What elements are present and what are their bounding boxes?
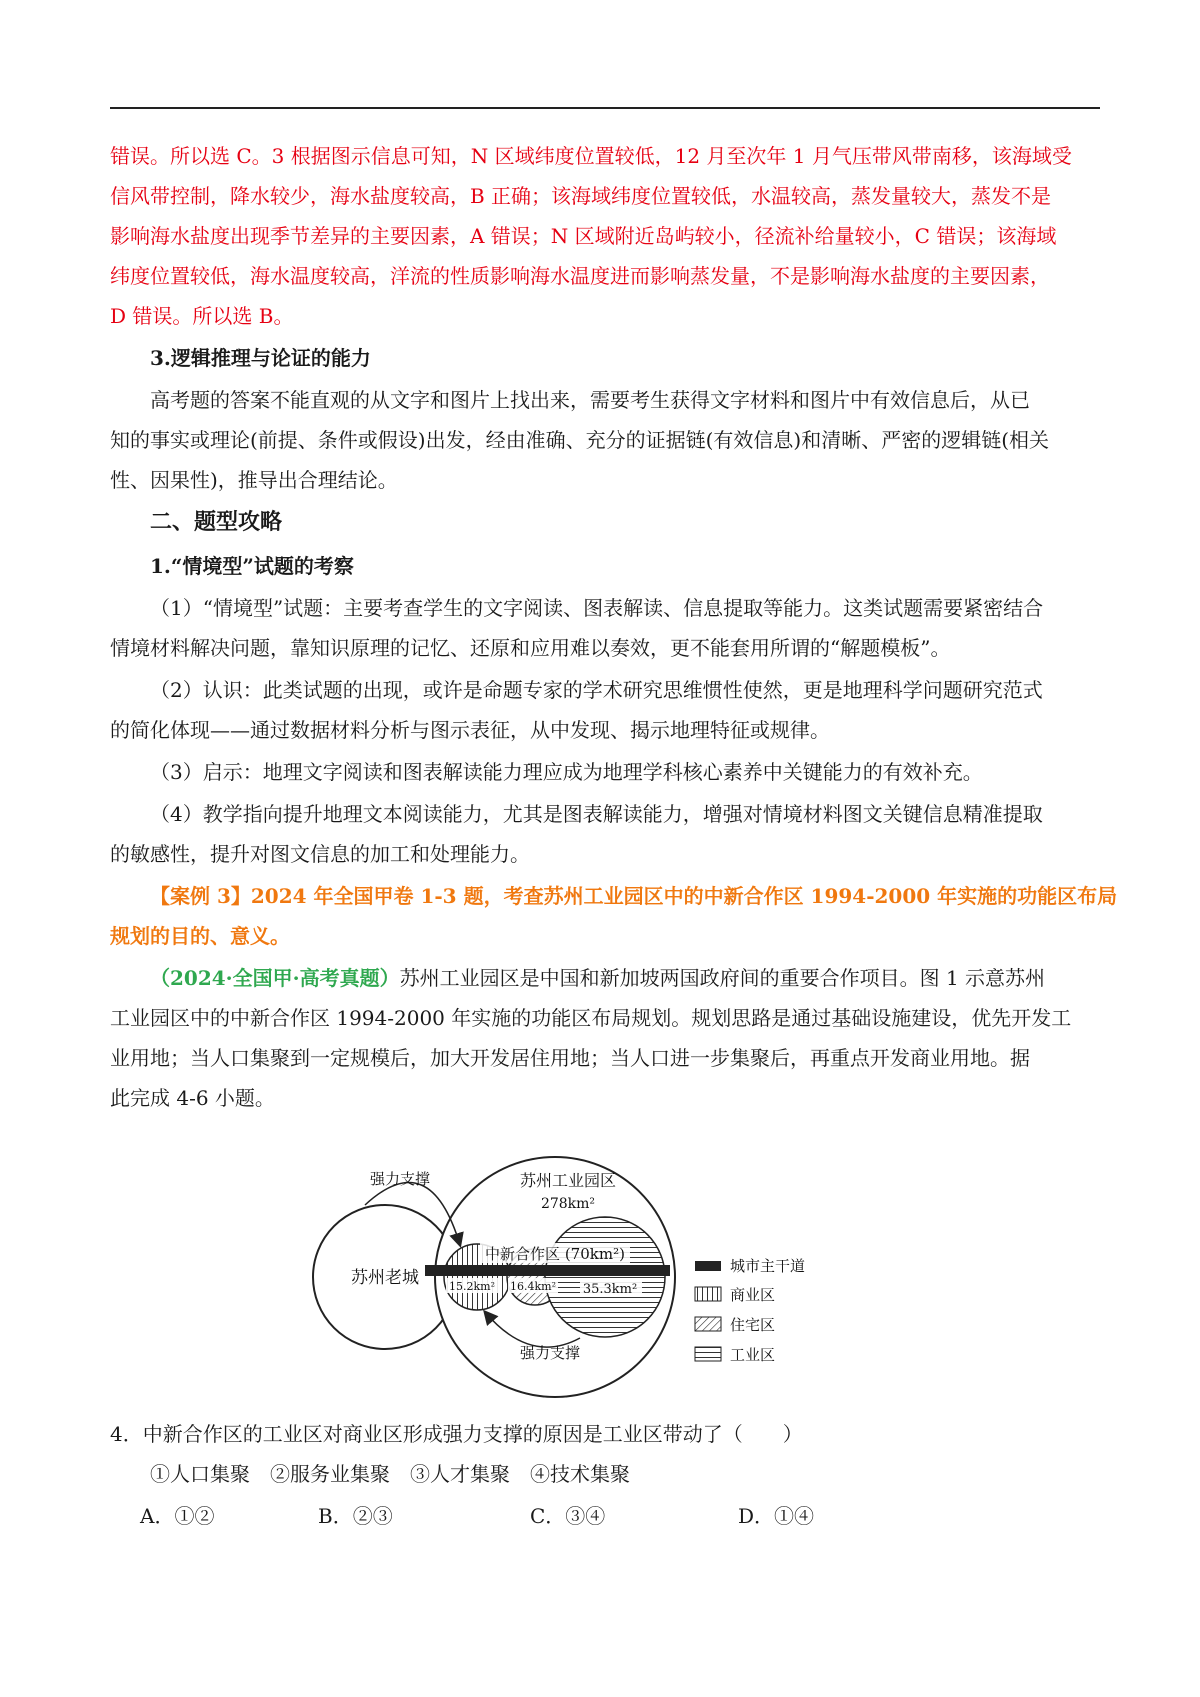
legend-commercial-swatch — [695, 1287, 721, 1301]
case3-line-1: 【案例 3】2024 年全国甲卷 1-3 题，考查苏州工业园区中的中新合作区 1994-2000 年实施的功能区布局 — [150, 884, 1118, 908]
answer-line-4: 纬度位置较低，海水温度较高，洋流的性质影响海水温度进而影响蒸发量，不是影响海水盐度的主要因素， — [110, 264, 1050, 288]
material-line-1-text: 苏州工业园区是中国和新加坡两国政府间的重要合作项目。图 1 示意苏州 — [399, 966, 1046, 990]
park-area-label: 278km² — [540, 1196, 596, 1212]
industrial-area-label: 35.3km² — [582, 1282, 638, 1297]
question4-stem: 4．中新合作区的工业区对商业区形成强力支撑的原因是工业区带动了（ ） — [110, 1422, 803, 1446]
section3-line-3: 性、因果性)，推导出合理结论。 — [110, 468, 398, 492]
material-line-3: 业用地；当人口集聚到一定规模后，加大开发居住用地；当人口进一步集聚后，再重点开发商业用地。据 — [110, 1046, 1030, 1070]
section3-heading: 3.逻辑推理与论证的能力 — [150, 346, 371, 370]
support-label-bottom: 强力支撑 — [519, 1344, 581, 1362]
legend-commercial-label: 商业区 — [730, 1286, 776, 1304]
material-source: （2024·全国甲·高考真题） — [150, 966, 400, 990]
part2-heading: 二、题型攻略 — [150, 509, 283, 535]
part2-p2-line-2: 的简化体现——通过数据材料分析与图示表征，从中发现、揭示地理特征或规律。 — [110, 718, 830, 742]
legend-residential-label: 住宅区 — [730, 1316, 776, 1334]
part2-p2-line-1: （2）认识：此类试题的出现，或许是命题专家的学术研究思维惯性使然，更是地理科学问题研究范式 — [150, 678, 1043, 702]
header-rule — [110, 107, 1100, 109]
material-line-1 — [150, 964, 1045, 992]
part2-p4-line-2: 的敏感性，提升对图文信息的加工和处理能力。 — [110, 842, 530, 866]
support-label-top: 强力支撑 — [369, 1170, 431, 1188]
industrial-zone — [545, 1217, 665, 1337]
section3-line-2: 知的事实或理论(前提、条件或假设)出发，经由准确、充分的证据链(有效信息)和清晰、严密的逻辑链(相关 — [110, 428, 1050, 452]
question4-option-a: A．①② — [140, 1504, 215, 1528]
park-name-label: 苏州工业园区 — [519, 1171, 617, 1190]
question4-option-c: C．③④ — [530, 1504, 606, 1528]
case3-line-2: 规划的目的、意义。 — [110, 924, 290, 948]
answer-line-1: 错误。所以选 C。3 根据图示信息可知，N 区域纬度位置较低，12 月至次年 1 月气压带风带南移，该海域受 — [110, 144, 1072, 168]
main-road — [425, 1265, 670, 1276]
material-line-4: 此完成 4-6 小题。 — [110, 1086, 275, 1110]
commercial-area-label: 15.2km² — [449, 1280, 495, 1293]
part2-p1-line-2: 情境材料解决问题，靠知识原理的记忆、还原和应用难以奏效，更不能套用所谓的“解题模板”。 — [110, 636, 951, 660]
question4-option-d: D．①④ — [738, 1504, 815, 1528]
legend-industrial-label: 工业区 — [730, 1346, 776, 1364]
legend-road-label: 城市主干道 — [730, 1257, 806, 1275]
part2-p4-line-1: （4）教学指向提升地理文本阅读能力，尤其是图表解读能力，增强对情境材料图文关键信息精准提取 — [150, 802, 1043, 826]
section3-line-1: 高考题的答案不能直观的从文字和图片上找出来，需要考生获得文字材料和图片中有效信息后，从已 — [150, 388, 1030, 412]
answer-line-3: 影响海水盐度出现季节差异的主要因素，A 错误；N 区域附近岛屿较小，径流补给量较小，C 错误；该海域 — [110, 224, 1057, 248]
answer-line-2: 信风带控制，降水较少，海水盐度较高，B 正确；该海域纬度位置较低，水温较高，蒸发量较大，蒸发不是 — [110, 184, 1052, 208]
old-city-label: 苏州老城 — [351, 1268, 419, 1288]
legend-road-swatch — [695, 1261, 721, 1271]
part2-p1-line-1: （1）“情境型”试题：主要考查学生的文字阅读、图表解读、信息提取等能力。这类试题需要紧密结合 — [150, 596, 1044, 620]
legend-residential-swatch — [695, 1317, 721, 1331]
answer-line-5: D 错误。所以选 B。 — [110, 304, 294, 328]
suzhou-park-diagram — [310, 1150, 910, 1400]
part2-p3: （3）启示：地理文字阅读和图表解读能力理应成为地理学科核心素养中关键能力的有效补充。 — [150, 760, 983, 784]
part2-subheading: 1.“情境型”试题的考察 — [150, 554, 354, 578]
question4-items: ①人口集聚 ②服务业集聚 ③人才集聚 ④技术集聚 — [150, 1462, 630, 1486]
question4-option-b: B．②③ — [318, 1504, 393, 1528]
legend-industrial-swatch — [695, 1347, 721, 1361]
cooperation-zone-label: 中新合作区 (70km²) — [485, 1245, 625, 1263]
material-line-2: 工业园区中的中新合作区 1994-2000 年实施的功能区布局规划。规划思路是通过基础设施建设，优先开发工 — [110, 1006, 1072, 1030]
residential-area-label: 16.4km² — [510, 1280, 556, 1293]
